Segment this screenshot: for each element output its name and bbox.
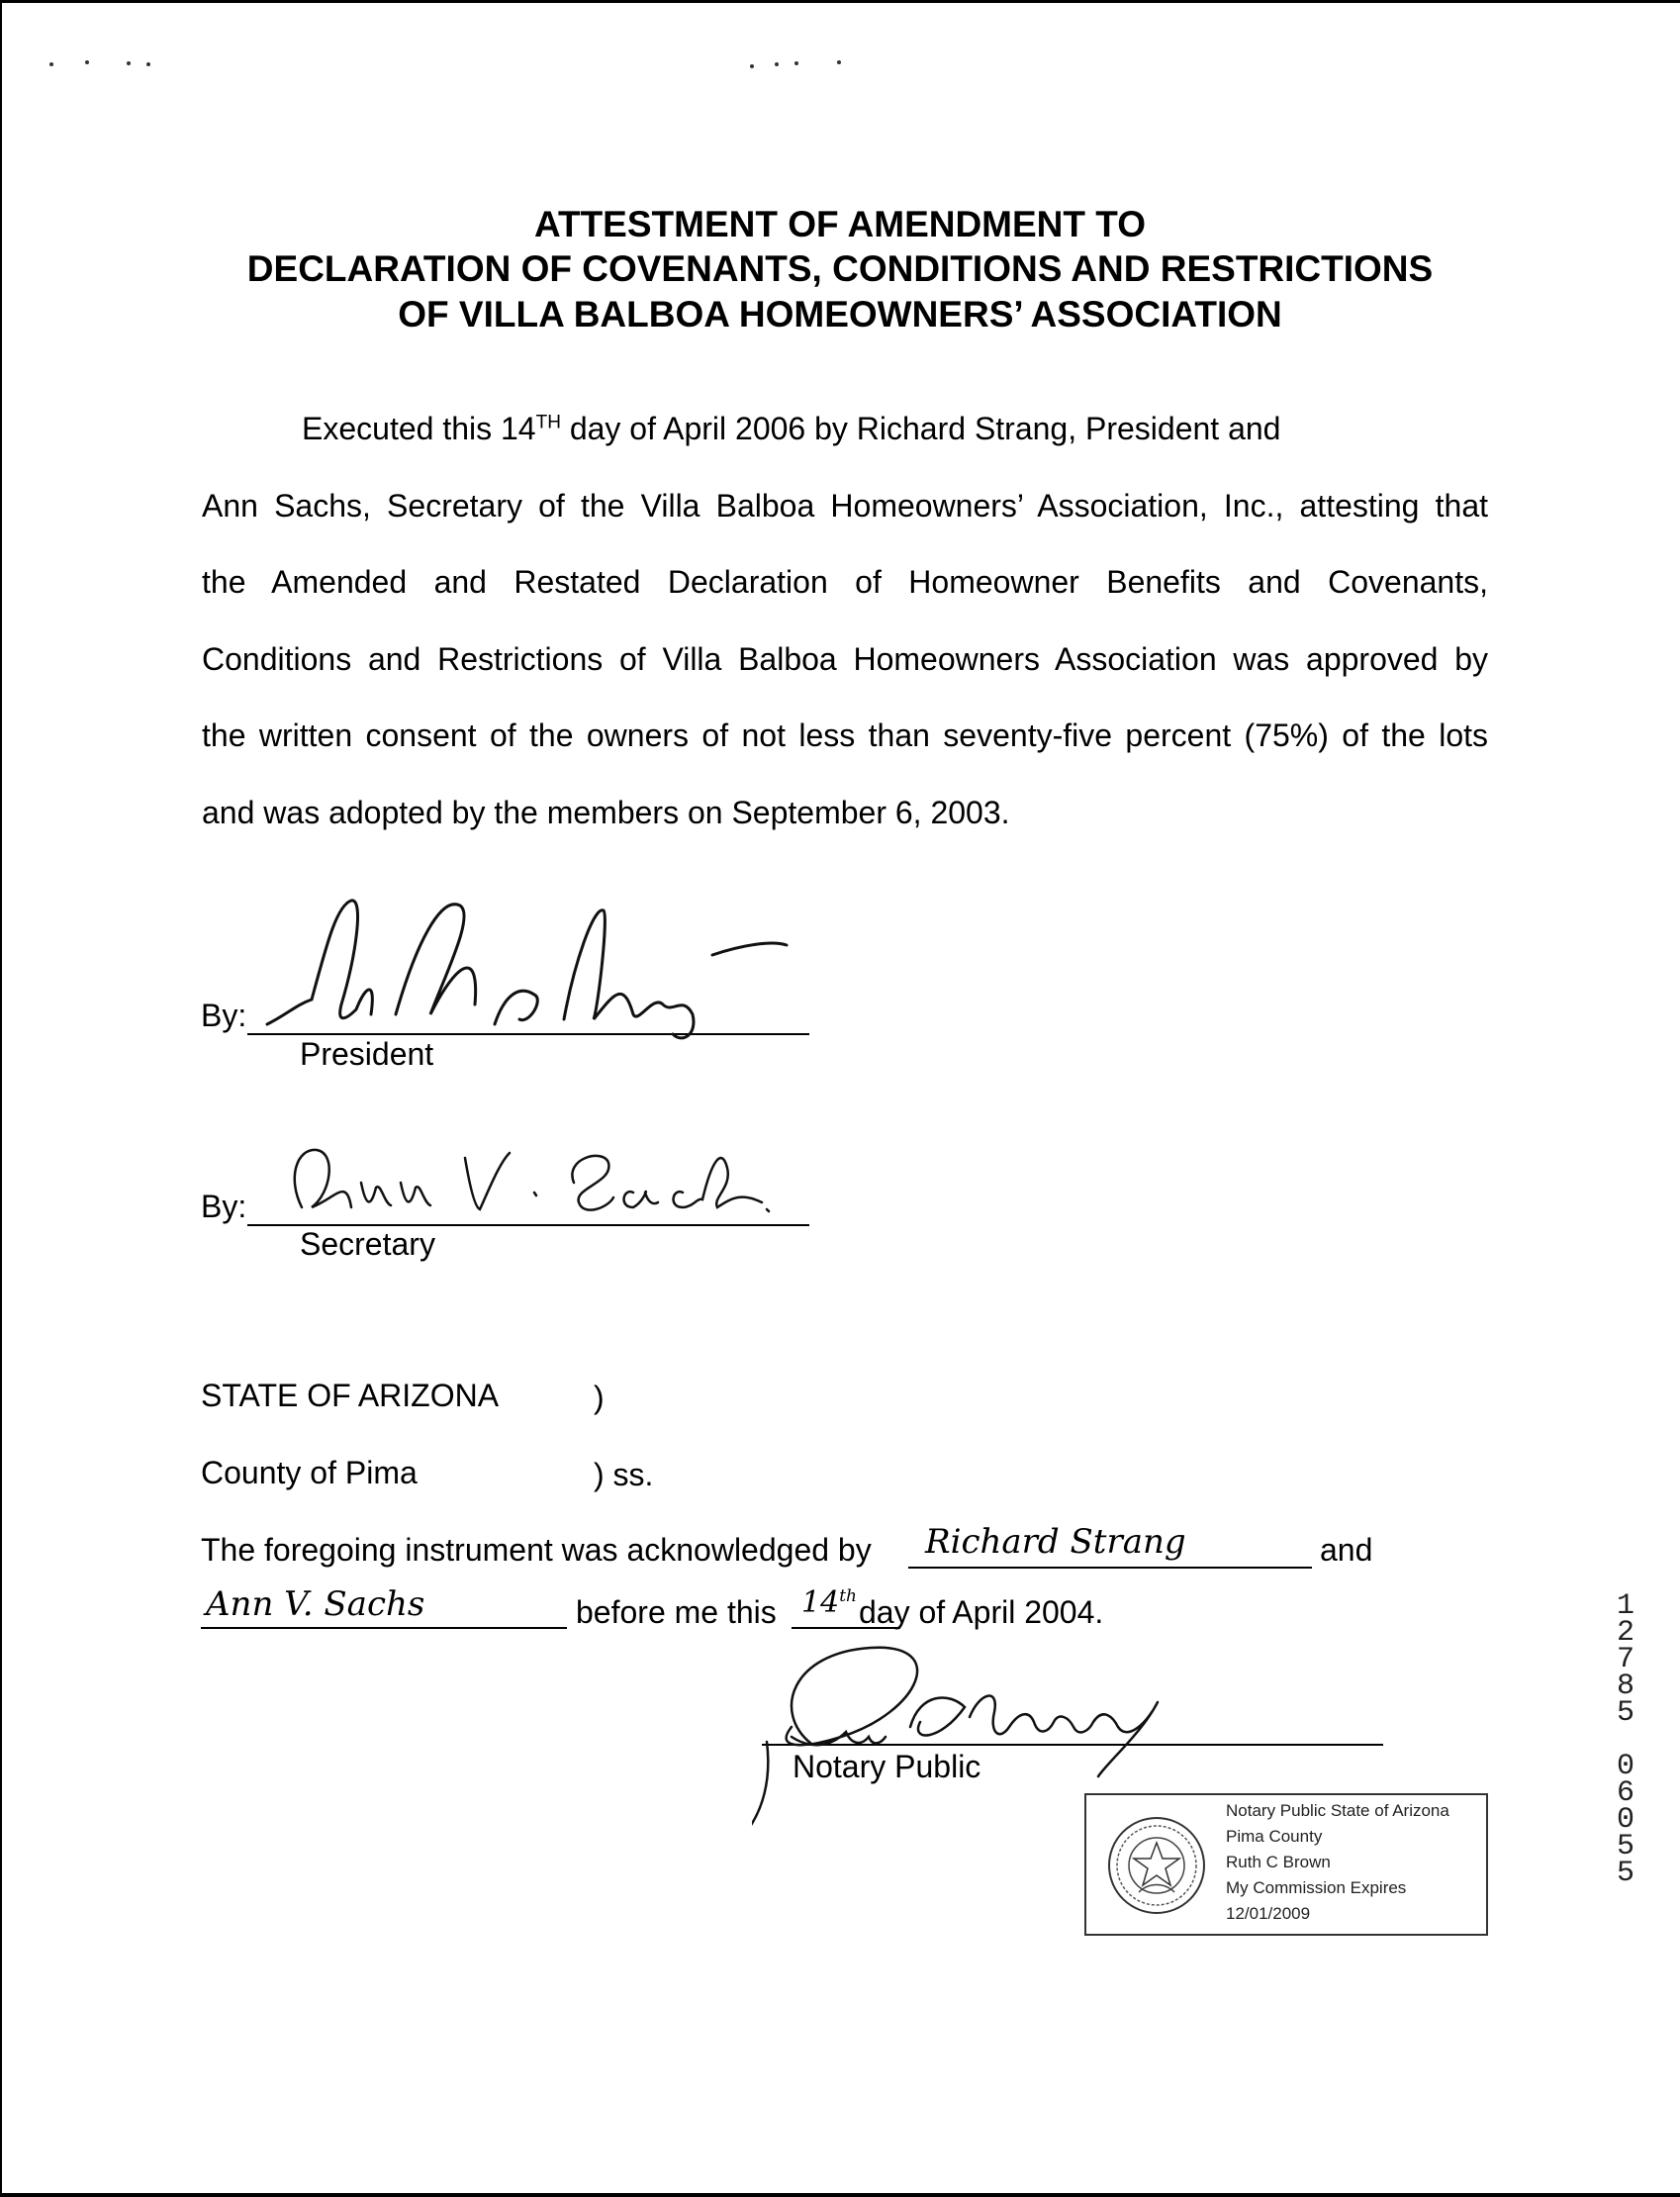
ack-name-2-line bbox=[201, 1627, 567, 1629]
county-label: County of Pima bbox=[201, 1455, 418, 1490]
ordinal-suffix: TH bbox=[535, 412, 561, 433]
county-paren: ) ss. bbox=[594, 1457, 654, 1492]
state-label: STATE OF ARIZONA bbox=[201, 1378, 500, 1413]
recording-number: 1 2 7 8 5 0 6 0 5 5 bbox=[1616, 1589, 1634, 1890]
stamp-line-4: My Commission Expires bbox=[1226, 1878, 1407, 1897]
body-line-1-start: Executed this 14 bbox=[302, 411, 536, 446]
president-signature bbox=[247, 886, 801, 1054]
ack-name-1-line bbox=[908, 1567, 1312, 1569]
president-title: President bbox=[300, 1036, 434, 1072]
ack-handwritten-day bbox=[801, 1585, 857, 1620]
ack-day-suffix: th bbox=[839, 1586, 857, 1606]
ack-text-end: day of April 2004. bbox=[859, 1594, 1104, 1630]
body-line-5: the written consent of the owners of not less than seventy-five percent (75%) of the lots bbox=[202, 717, 1488, 753]
body-line-1-end: day of April 2006 by Richard Strang, President and bbox=[560, 411, 1281, 446]
secretary-title: Secretary bbox=[300, 1226, 435, 1262]
body-line-3: the Amended and Restated Declaration of Homeowner Benefits and Covenants, bbox=[202, 564, 1488, 600]
scan-border-bottom bbox=[0, 2193, 1680, 2197]
stamp-line-3: Ruth C Brown bbox=[1226, 1853, 1331, 1871]
secretary-signature bbox=[277, 1138, 772, 1227]
title-line-1: ATTESTMENT OF AMENDMENT TO bbox=[534, 204, 1146, 244]
ack-text-start: The foregoing instrument was acknowledged by bbox=[201, 1532, 872, 1568]
stamp-line-5: 12/01/2009 bbox=[1226, 1904, 1311, 1923]
scan-border-top bbox=[0, 0, 1680, 3]
stamp-line-2: Pima County bbox=[1226, 1827, 1323, 1846]
state-paren: ) bbox=[594, 1380, 605, 1415]
stamp-line-1: Notary Public State of Arizona bbox=[1226, 1801, 1449, 1820]
notary-public-title: Notary Public bbox=[793, 1749, 981, 1784]
body-line-2: Ann Sachs, Secretary of the Villa Balboa Homeowners’ Association, Inc., attesting that bbox=[202, 488, 1488, 524]
notary-stamp bbox=[1084, 1793, 1488, 1936]
title-line-2: DECLARATION OF COVENANTS, CONDITIONS AND RESTRICTIONS bbox=[246, 248, 1434, 289]
president-by-label: By: bbox=[201, 998, 247, 1033]
body-line-1 bbox=[302, 411, 1280, 447]
scan-speckles bbox=[40, 54, 851, 74]
body-line-4: Conditions and Restrictions of Villa Balboa Homeowners Association was approved by bbox=[202, 641, 1488, 677]
title-line-3: OF VILLA BALBOA HOMEOWNERS’ ASSOCIATION bbox=[398, 294, 1282, 334]
secretary-by-label: By: bbox=[201, 1189, 247, 1224]
ack-day-number: 14 bbox=[801, 1585, 840, 1620]
ack-handwritten-name-1: Richard Strang bbox=[925, 1522, 1186, 1562]
ack-and: and bbox=[1320, 1532, 1373, 1568]
notary-seal-emblem bbox=[1104, 1813, 1209, 1918]
ack-text-middle: before me this bbox=[576, 1594, 777, 1630]
ack-handwritten-name-2: Ann V. Sachs bbox=[206, 1584, 425, 1624]
body-line-6: and was adopted by the members on September 6, 2003. bbox=[202, 795, 1010, 830]
